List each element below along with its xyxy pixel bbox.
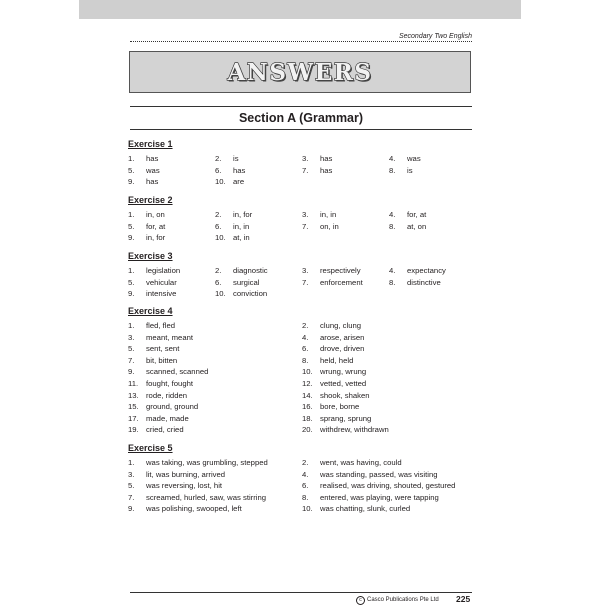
- answer-number: 1.: [128, 154, 135, 163]
- answer-text: lit, was burning, arrived: [146, 469, 226, 479]
- answer-text: respectively: [320, 266, 361, 275]
- answer-text: held, held: [320, 355, 354, 365]
- answer-number: 7.: [128, 492, 135, 502]
- answer-text: clung, clung: [320, 321, 362, 330]
- answer-number: 4.: [389, 154, 396, 163]
- answer-text: went, was having, could: [320, 458, 402, 467]
- publisher-name: Casco Publications Pte Ltd: [367, 597, 439, 603]
- answer-number: 7.: [128, 355, 135, 365]
- answer-text: realised, was driving, shouted, gestured: [320, 481, 456, 491]
- answer-text: bore, borne: [320, 402, 360, 412]
- answer-text: was: [146, 165, 160, 175]
- answer-text: was: [407, 154, 421, 163]
- answer-number: 16.: [302, 402, 313, 412]
- answer-number: 5.: [128, 221, 135, 231]
- answer-number: 12.: [302, 379, 313, 388]
- answer-number: 4.: [302, 332, 309, 342]
- answer-number: 3.: [302, 154, 309, 163]
- answer-text: at, in: [233, 233, 250, 243]
- answer-number: 5.: [128, 344, 135, 354]
- answer-number: 5.: [128, 165, 135, 175]
- answer-text: conviction: [233, 289, 268, 299]
- answer-number: 14.: [302, 390, 313, 400]
- answer-text: sent, sent: [146, 344, 180, 354]
- answer-number: 10.: [215, 289, 226, 299]
- answer-number: 6.: [215, 277, 222, 287]
- answer-number: 9.: [128, 504, 135, 514]
- answer-number: 19.: [128, 425, 139, 435]
- answer-text: has: [146, 154, 159, 163]
- answer-number: 13.: [128, 390, 139, 400]
- answer-number: 1.: [128, 266, 135, 275]
- answer-text: entered, was playing, were tapping: [320, 492, 439, 502]
- answer-text: diagnostic: [233, 266, 268, 275]
- answer-text: was taking, was grumbling, stepped: [146, 458, 268, 467]
- answer-text: has: [146, 177, 159, 187]
- answer-number: 6.: [215, 165, 222, 175]
- answer-text: for, at: [146, 221, 166, 231]
- answer-number: 3.: [128, 469, 135, 479]
- answer-number: 2.: [215, 210, 222, 219]
- answer-text: was standing, passed, was visiting: [320, 469, 438, 479]
- answer-text: fought, fought: [146, 379, 194, 388]
- answer-number: 8.: [389, 221, 396, 231]
- answer-number: 2.: [302, 321, 309, 330]
- answer-number: 5.: [128, 481, 135, 491]
- series-label: Secondary Two English: [398, 33, 472, 40]
- answers-banner: [129, 51, 471, 93]
- answer-text: was chatting, slunk, curled: [320, 504, 411, 514]
- answer-text: intensive: [146, 289, 177, 299]
- answer-text: made, made: [146, 413, 189, 423]
- answer-number: 2.: [215, 154, 222, 163]
- answer-number: 7.: [302, 165, 309, 175]
- footer-rule: [130, 592, 472, 593]
- dotted-divider: [130, 41, 472, 42]
- answer-number: 8.: [389, 165, 396, 175]
- answer-text: in, in: [233, 221, 250, 231]
- answer-number: 9.: [128, 177, 135, 187]
- answer-number: 5.: [128, 277, 135, 287]
- answer-number: 18.: [302, 413, 313, 423]
- answer-text: in, in: [320, 210, 337, 219]
- answer-number: 8.: [389, 277, 396, 287]
- answer-number: 4.: [389, 266, 396, 275]
- answer-number: 10.: [215, 233, 226, 243]
- answer-number: 10.: [302, 504, 313, 514]
- exercise-title: Exercise 4: [128, 306, 173, 316]
- exercise-title: Exercise 1: [128, 139, 173, 149]
- answer-text: drove, driven: [320, 344, 365, 354]
- answer-text: scanned, scanned: [146, 367, 209, 377]
- answer-number: 9.: [128, 367, 135, 377]
- answer-number: 2.: [302, 458, 309, 467]
- answer-text: for, at: [407, 210, 427, 219]
- section-title: Section A (Grammar): [130, 106, 472, 130]
- answer-number: 7.: [302, 277, 309, 287]
- answer-text: expectancy: [407, 266, 446, 275]
- answer-number: 17.: [128, 413, 139, 423]
- answer-text: sprang, sprung: [320, 413, 372, 423]
- answer-text: shook, shaken: [320, 390, 370, 400]
- answer-text: has: [233, 165, 246, 175]
- answer-number: 4.: [389, 210, 396, 219]
- answer-text: cried, cried: [146, 425, 184, 435]
- answer-number: 11.: [128, 379, 139, 388]
- page-number: 225: [456, 594, 471, 604]
- exercise-title: Exercise 5: [128, 443, 173, 453]
- answer-text: rode, ridden: [146, 390, 188, 400]
- answer-text: fled, fled: [146, 321, 176, 330]
- answer-text: wrung, wrung: [320, 367, 367, 377]
- answer-text: is: [407, 165, 413, 175]
- answer-number: 3.: [128, 332, 135, 342]
- answer-text: are: [233, 177, 245, 187]
- answer-number: 10.: [302, 367, 313, 377]
- answer-text: meant, meant: [146, 332, 194, 342]
- answer-text: has: [320, 154, 333, 163]
- answer-number: 1.: [128, 458, 135, 467]
- answer-number: 10.: [215, 177, 226, 187]
- copyright-icon: c: [356, 596, 365, 605]
- answer-text: in, on: [146, 210, 165, 219]
- answer-text: ground, ground: [146, 402, 199, 412]
- answer-number: 7.: [302, 221, 309, 231]
- answer-text: withdrew, withdrawn: [320, 425, 389, 435]
- answer-number: 6.: [302, 344, 309, 354]
- exercise-title: Exercise 2: [128, 195, 173, 205]
- answer-text: arose, arisen: [320, 332, 365, 342]
- exercise-title: Exercise 3: [128, 251, 173, 261]
- answer-number: 20.: [302, 425, 313, 435]
- answer-number: 8.: [302, 355, 309, 365]
- answer-text: in, for: [233, 210, 253, 219]
- answer-text: vetted, vetted: [320, 379, 367, 388]
- answer-text: surgical: [233, 277, 260, 287]
- answer-number: 8.: [302, 492, 309, 502]
- answer-text: at, on: [407, 221, 427, 231]
- publisher-credit: [356, 595, 439, 605]
- answer-text: has: [320, 165, 333, 175]
- banner-title: ANSWERS: [227, 58, 373, 86]
- answer-text: distinctive: [407, 277, 441, 287]
- answer-text: in, for: [146, 233, 166, 243]
- answer-number: 9.: [128, 289, 135, 299]
- answer-number: 6.: [215, 221, 222, 231]
- answer-number: 4.: [302, 469, 309, 479]
- answer-text: was reversing, lost, hit: [146, 481, 223, 491]
- answer-number: 2.: [215, 266, 222, 275]
- answer-number: 1.: [128, 210, 135, 219]
- answer-text: screamed, hurled, saw, was stirring: [146, 492, 267, 502]
- answer-number: 3.: [302, 210, 309, 219]
- top-gray-bar: [79, 0, 521, 19]
- answer-number: 6.: [302, 481, 309, 491]
- answer-text: was polishing, swooped, left: [146, 504, 242, 514]
- answer-text: vehicular: [146, 277, 177, 287]
- answer-text: enforcement: [320, 277, 363, 287]
- answer-text: legislation: [146, 266, 181, 275]
- answer-number: 9.: [128, 233, 135, 243]
- answer-number: 15.: [128, 402, 139, 412]
- answer-text: bit, bitten: [146, 355, 178, 365]
- answer-text: is: [233, 154, 239, 163]
- answer-text: on, in: [320, 221, 339, 231]
- answer-number: 3.: [302, 266, 309, 275]
- answer-number: 1.: [128, 321, 135, 330]
